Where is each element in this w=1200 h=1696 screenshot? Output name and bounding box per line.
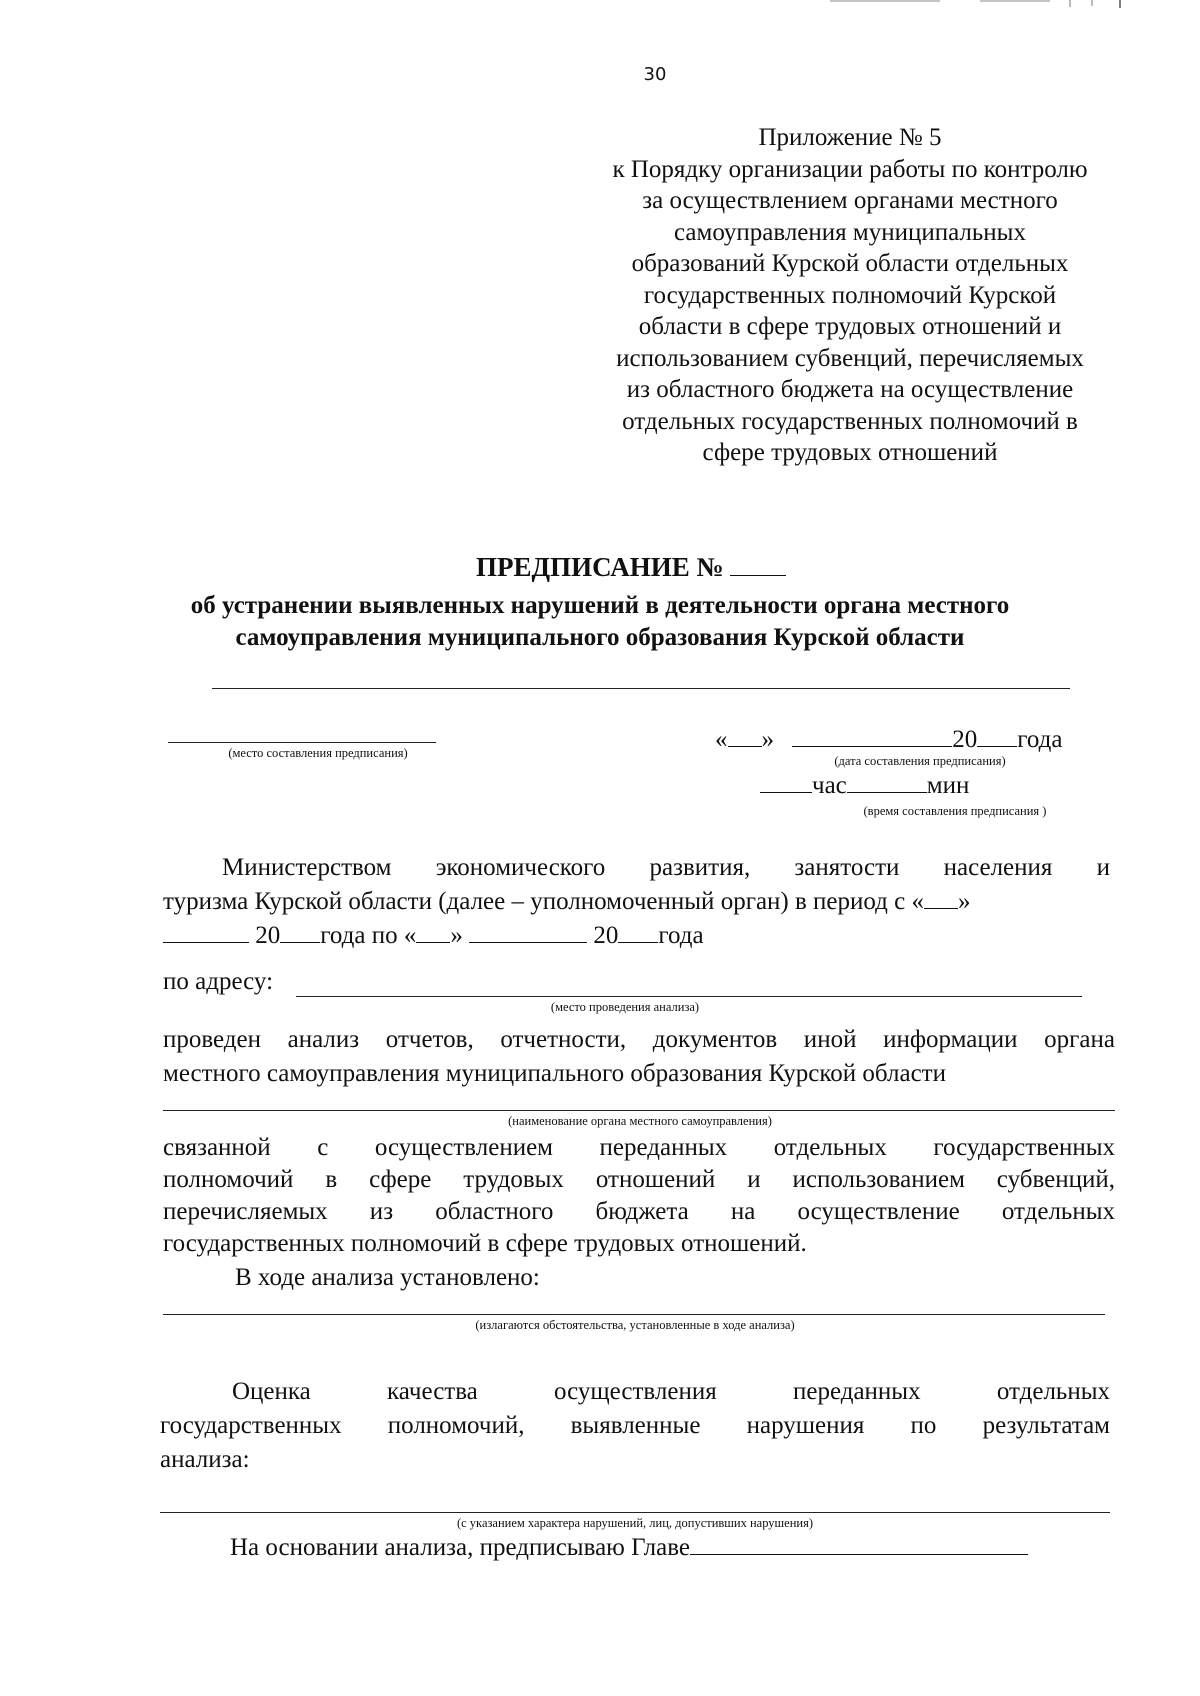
time-caption: (время составления предписания ) bbox=[863, 804, 1047, 818]
year-prefix: 20 bbox=[255, 922, 281, 949]
paragraph-line: анализа: bbox=[160, 1446, 250, 1473]
month-blank bbox=[469, 942, 587, 943]
year-prefix: 20 bbox=[593, 922, 619, 949]
document-title-text: ПРЕДПИСАНИЕ № bbox=[476, 552, 724, 582]
year-word: года bbox=[1017, 726, 1063, 753]
document-subtitle bbox=[100, 590, 1100, 654]
close-quote: » bbox=[958, 888, 971, 915]
place-caption: (место составления предписания) bbox=[228, 746, 408, 760]
paragraph-line: полномочий в сфере трудовых отношений и использованием субвенций, bbox=[163, 1166, 1115, 1193]
hour-label: час bbox=[812, 772, 847, 799]
annex-line: образований Курской области отдельных bbox=[631, 250, 1069, 277]
paragraph-line bbox=[163, 886, 971, 918]
day-blank bbox=[924, 908, 958, 909]
document-title bbox=[476, 552, 786, 583]
time-field bbox=[760, 770, 969, 802]
word: занятости bbox=[794, 854, 900, 881]
paragraph-line: Оценка качества осуществления переданных отдельных bbox=[232, 1378, 1110, 1405]
paragraph-line: проведен анализ отчетов, отчетности, документов иной информации органа bbox=[163, 1026, 1115, 1053]
number-blank bbox=[730, 575, 786, 576]
paragraph-line: связанной с осуществлением переданных отдельных государственных bbox=[163, 1134, 1115, 1161]
address-caption: (место проведения анализа) bbox=[550, 1000, 700, 1014]
annex-line: использованием субвенций, перечисляемых bbox=[616, 344, 1084, 372]
minute-blank bbox=[847, 792, 927, 793]
paragraph-line: государственных полномочий, выявленные нарушения по результатам bbox=[160, 1412, 1110, 1439]
annex-line: за осуществлением органами местного bbox=[642, 187, 1058, 214]
word: и bbox=[1096, 854, 1110, 881]
paragraph-line: государственных полномочий в сфере трудовых отношений. bbox=[163, 1230, 807, 1257]
established-line bbox=[163, 1314, 1105, 1315]
subtitle-line: об устранении выявленных нарушений в деятельности органа местного bbox=[190, 592, 1010, 619]
word: экономического bbox=[435, 854, 606, 881]
paragraph-line bbox=[222, 852, 1110, 884]
year-blank bbox=[977, 746, 1017, 747]
address-line bbox=[296, 996, 1082, 997]
annex-line: отдельных государственных полномочий в bbox=[622, 407, 1078, 435]
hour-blank bbox=[760, 792, 812, 793]
period-text: туризма Курской области (далее – уполномоченный орган) в период с « bbox=[163, 888, 924, 915]
close-quote: » bbox=[450, 922, 463, 949]
word: развития, bbox=[649, 854, 751, 881]
annex-line: самоуправления муниципальных bbox=[674, 218, 1026, 246]
violations-caption: (с указанием характера нарушений, лиц, допустивших нарушения) bbox=[456, 1516, 814, 1530]
year-prefix: 20 bbox=[952, 726, 978, 753]
violations-line bbox=[160, 1512, 1110, 1513]
subtitle-line: самоуправления муниципального образования Курской области bbox=[235, 624, 965, 651]
annex-line: сфере трудовых отношений bbox=[702, 439, 998, 466]
year-blank bbox=[280, 942, 320, 943]
period-to-text: года по « bbox=[320, 922, 417, 949]
annex-line: из областного бюджета на осуществление bbox=[626, 376, 1074, 403]
prescribe-text: На основании анализа, предписываю Главе bbox=[230, 1534, 690, 1561]
organ-caption: (наименование органа местного самоуправления) bbox=[508, 1114, 772, 1128]
annex-line: к Порядку организации работы по контролю bbox=[612, 155, 1088, 183]
head-name-blank bbox=[690, 1554, 1028, 1555]
open-quote: « bbox=[715, 726, 728, 753]
day-blank bbox=[728, 746, 762, 747]
page-number: 30 bbox=[643, 64, 667, 85]
month-blank bbox=[163, 942, 249, 943]
paragraph-line: местного самоуправления муниципального образования Курской области bbox=[163, 1060, 946, 1087]
place-line bbox=[168, 742, 436, 743]
year-word: года bbox=[658, 922, 704, 949]
year-blank bbox=[618, 942, 658, 943]
date-field bbox=[715, 724, 1062, 756]
established-caption: (излагаются обстоятельства, установленные в ходе анализа) bbox=[475, 1318, 795, 1332]
paragraph-line bbox=[163, 920, 704, 952]
day-blank bbox=[416, 942, 450, 943]
scan-artifact bbox=[830, 0, 1130, 8]
subtitle-underline bbox=[212, 688, 1070, 689]
month-blank bbox=[792, 746, 952, 747]
annex-title: Приложение № 5 bbox=[758, 124, 942, 151]
address-label: по адресу: bbox=[163, 968, 274, 995]
established-label: В ходе анализа установлено: bbox=[235, 1264, 540, 1291]
minute-label: мин bbox=[926, 772, 970, 799]
annex-line: государственных полномочий Курской bbox=[643, 281, 1057, 309]
word: населения bbox=[943, 854, 1053, 881]
paragraph-line: перечисляемых из областного бюджета на осуществление отдельных bbox=[163, 1198, 1115, 1225]
date-caption: (дата составления предписания) bbox=[834, 754, 1006, 768]
organ-line bbox=[163, 1110, 1115, 1111]
annex-line: области в сфере трудовых отношений и bbox=[638, 313, 1062, 340]
close-quote: » bbox=[761, 726, 774, 753]
annex-block bbox=[575, 122, 1125, 469]
prescribe-line bbox=[230, 1532, 1028, 1564]
word: Министерством bbox=[222, 854, 392, 881]
